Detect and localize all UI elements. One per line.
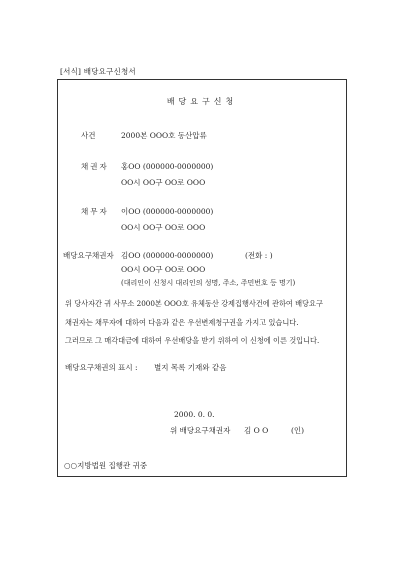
body-line-2: 채권자는 채무자에 대하여 다음과 같은 우선변제청구권을 가지고 있습니다. xyxy=(65,318,299,327)
creditor-label: 채권자 xyxy=(81,162,109,171)
application-date: 2000. 0. 0. xyxy=(174,410,215,419)
creditor-name-id: 홍OO (000000-0000000) xyxy=(121,162,214,171)
claimant-name-id: 김OO (000000-0000000) xyxy=(121,251,214,260)
signature-label: 위 배당요구채권자 xyxy=(170,426,231,435)
claimant-label: 배당요구채권자 xyxy=(63,251,114,260)
claimant-phone: (전화 : ) xyxy=(245,251,273,260)
claimant-address: OO시 OO구 OO로 OOO xyxy=(121,265,206,274)
claimant-proxy-note: (대리인이 신청시 대리인의 성명, 주소, 주민번호 등 명기) xyxy=(121,279,296,287)
debtor-label: 채무자 xyxy=(81,207,109,216)
body-line-3: 그러므로 그 매각대금에 대하여 우선배당을 받기 위하여 이 신청에 이른 것입니다. xyxy=(65,336,320,345)
claim-display-value: 별지 목록 기재와 같음 xyxy=(154,363,227,372)
debtor-address: OO시 OO구 OO로 OOO xyxy=(121,223,206,232)
application-form xyxy=(57,79,347,477)
case-value: 2000본 OOO호 동산압류 xyxy=(121,131,207,140)
addressee: ○○지방법원 집행관 귀중 xyxy=(64,461,148,470)
document-title: 배당요구신청 xyxy=(166,97,238,106)
signature-seal: (인) xyxy=(291,426,305,435)
case-label: 사건 xyxy=(81,131,96,140)
debtor-name-id: 이OO (000000-0000000) xyxy=(121,207,214,216)
signature-name: 김 O O xyxy=(244,426,269,435)
body-line-1: 위 당사자간 귀 사무소 2000본 OOO호 유체동산 강제집행사건에 관하여 배당요구 xyxy=(65,299,323,308)
claim-display-label: 배당요구채권의 표시 : xyxy=(65,363,138,372)
creditor-address: OO시 OO구 OO로 OOO xyxy=(121,178,206,187)
form-label: [서식] 배당요구신청서 xyxy=(60,67,136,76)
